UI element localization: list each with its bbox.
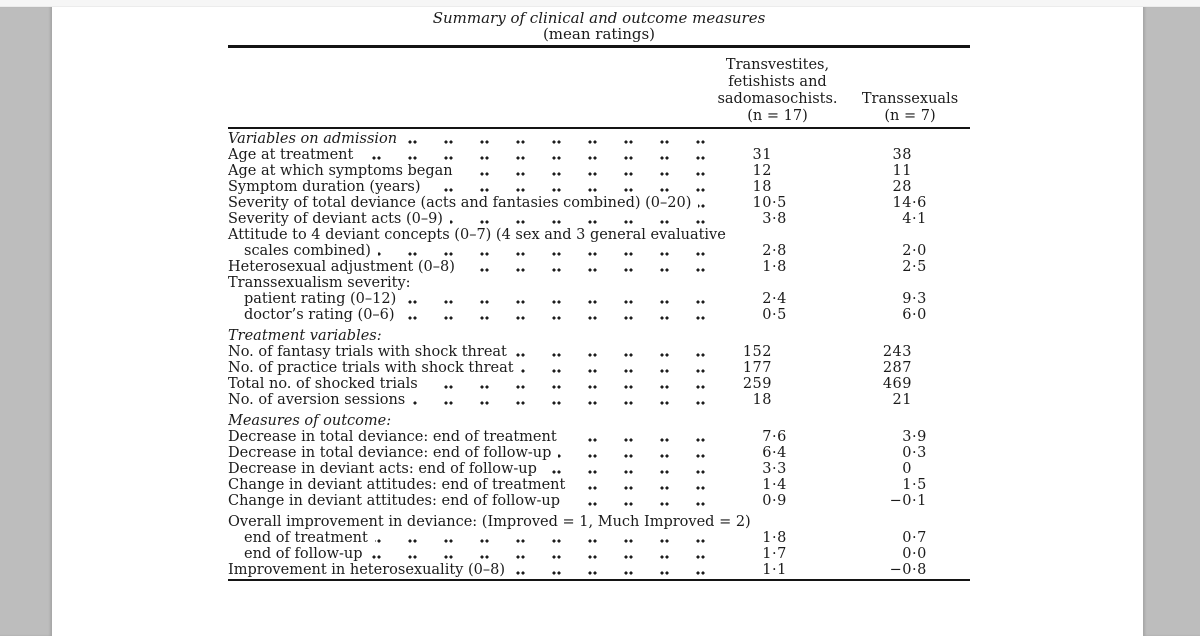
row-label: end of treatment <box>228 530 375 546</box>
column-header-line: (n = 7) <box>884 108 936 124</box>
value-integer: 12 <box>752 163 772 179</box>
row-label: Symptom duration (years) <box>228 179 428 195</box>
value-integer: 1 <box>762 477 772 493</box>
row-label-cell <box>228 514 970 530</box>
value-fraction: ·1 <box>772 562 787 578</box>
value-cell <box>705 413 850 429</box>
table-row <box>228 275 970 291</box>
table-row <box>228 179 970 195</box>
value-fraction: ·8 <box>772 530 787 546</box>
table-row <box>228 243 970 259</box>
table-row <box>228 493 970 509</box>
row-label-cell <box>228 147 705 163</box>
table-row <box>228 429 970 445</box>
value-cell <box>705 291 850 307</box>
table-row <box>228 259 970 275</box>
value-fraction: ·9 <box>772 493 787 509</box>
row-label-cell <box>228 328 705 344</box>
column-header-line: sadomasochists. <box>717 91 838 107</box>
table-row <box>228 131 970 147</box>
value-integer: 259 <box>742 376 772 392</box>
value-cell <box>705 211 850 227</box>
value-cell <box>705 477 850 493</box>
value-integer: 38 <box>892 147 912 163</box>
row-label-cell <box>228 562 705 578</box>
value-cell <box>705 376 850 392</box>
value-fraction: ·3 <box>912 445 927 461</box>
row-label-cell <box>228 211 705 227</box>
table-header <box>228 48 970 127</box>
row-label: Age at treatment <box>228 147 360 163</box>
row-label-cell <box>228 243 705 259</box>
value-cell <box>850 562 970 578</box>
value-cell <box>705 461 850 477</box>
table-row <box>228 291 970 307</box>
row-label-cell <box>228 163 705 179</box>
summary-table <box>228 45 970 581</box>
value-fraction: ·0 <box>912 546 927 562</box>
row-label: Decrease in total deviance: end of follow-up <box>228 445 558 461</box>
value-integer: 6 <box>762 445 772 461</box>
value-cell <box>850 243 970 259</box>
row-label-cell <box>228 376 705 392</box>
value-cell <box>850 163 970 179</box>
table-row <box>228 530 970 546</box>
value-cell <box>705 243 850 259</box>
value-fraction: ·8 <box>912 562 927 578</box>
value-cell <box>705 562 850 578</box>
value-integer: 0 <box>902 530 912 546</box>
value-integer: 3 <box>762 211 772 227</box>
row-label: Decrease in deviant acts: end of follow-up <box>228 461 544 477</box>
clipped-table-number-text <box>554 4 645 5</box>
row-label-cell <box>228 392 705 408</box>
value-cell <box>850 179 970 195</box>
table-row <box>228 445 970 461</box>
value-integer: 9 <box>902 291 912 307</box>
table-row <box>228 413 970 429</box>
row-label-cell <box>228 195 705 211</box>
value-fraction: ·4 <box>772 445 787 461</box>
value-cell <box>705 163 850 179</box>
value-cell <box>705 195 850 211</box>
value-fraction: ·0 <box>912 243 927 259</box>
value-integer: 2 <box>902 243 912 259</box>
table-row <box>228 376 970 392</box>
value-fraction: ·6 <box>912 195 927 211</box>
value-fraction: ·8 <box>772 243 787 259</box>
value-fraction: ·7 <box>772 546 787 562</box>
value-cell <box>705 429 850 445</box>
value-integer: −0 <box>889 493 912 509</box>
value-integer: 1 <box>762 562 772 578</box>
value-fraction: ·7 <box>912 530 927 546</box>
row-label: Decrease in total deviance: end of treatment <box>228 429 564 445</box>
value-fraction: ·4 <box>772 477 787 493</box>
table-row <box>228 392 970 408</box>
value-integer: 0 <box>762 493 772 509</box>
row-label: Variables on admission <box>228 131 404 147</box>
table-row <box>228 546 970 562</box>
value-cell <box>850 360 970 376</box>
row-label-cell <box>228 429 705 445</box>
value-cell <box>850 259 970 275</box>
row-label: Attitude to 4 deviant concepts (0–7) (4 sex and 3 general evaluative <box>228 227 733 243</box>
value-integer: 2 <box>762 243 772 259</box>
bottom-rule <box>228 579 970 581</box>
row-label: scales combined) <box>228 243 378 259</box>
value-cell <box>850 413 970 429</box>
value-integer: 4 <box>902 211 912 227</box>
clipped-table-number <box>228 0 970 5</box>
row-label: Total no. of shocked trials <box>228 376 425 392</box>
value-cell <box>705 328 850 344</box>
table-row <box>228 163 970 179</box>
value-cell <box>705 546 850 562</box>
value-integer: −0 <box>889 562 912 578</box>
value-integer: 31 <box>752 147 772 163</box>
row-label: Severity of deviant acts (0–9) <box>228 211 450 227</box>
value-cell <box>705 344 850 360</box>
column-header-line: Transvestites, <box>725 57 830 73</box>
value-cell <box>705 392 850 408</box>
value-integer: 2 <box>762 291 772 307</box>
value-integer: 18 <box>752 179 772 195</box>
value-integer: 3 <box>762 461 772 477</box>
row-label-cell <box>228 227 970 243</box>
value-cell <box>850 131 970 147</box>
value-cell <box>850 493 970 509</box>
value-integer: 243 <box>882 344 912 360</box>
value-integer: 1 <box>762 259 772 275</box>
value-cell <box>705 275 850 291</box>
row-label-cell <box>228 131 705 147</box>
row-label-cell <box>228 360 705 376</box>
value-cell <box>850 328 970 344</box>
value-integer: 0 <box>902 546 912 562</box>
table-row <box>228 211 970 227</box>
value-cell <box>850 477 970 493</box>
row-label-cell <box>228 307 705 323</box>
row-label: Heterosexual adjustment (0–8) <box>228 259 462 275</box>
value-fraction: ·4 <box>772 291 787 307</box>
left-gutter <box>0 6 52 636</box>
value-integer: 18 <box>752 392 772 408</box>
row-label-cell <box>228 259 705 275</box>
value-fraction: ·3 <box>772 461 787 477</box>
row-label: Transsexualism severity: <box>228 275 418 291</box>
table-subtitle: (mean ratings) <box>542 25 656 43</box>
value-integer: 1 <box>762 530 772 546</box>
row-label: Improvement in heterosexuality (0–8) <box>228 562 512 578</box>
column-header-line: Transsexuals <box>861 91 959 107</box>
row-label: Change in deviant attitudes: end of follow-up <box>228 493 567 509</box>
value-fraction: ·1 <box>912 493 927 509</box>
value-integer: 3 <box>902 429 912 445</box>
value-cell <box>705 307 850 323</box>
row-label-cell <box>228 461 705 477</box>
row-label: Age at which symptoms began <box>228 163 460 179</box>
value-integer: 1 <box>762 546 772 562</box>
table-row <box>228 227 970 243</box>
row-label: Overall improvement in deviance: (Improved = 1, Much Improved = 2) <box>228 514 758 530</box>
row-label: No. of aversion sessions <box>228 392 412 408</box>
value-integer: 152 <box>742 344 772 360</box>
value-cell <box>850 291 970 307</box>
value-cell <box>705 259 850 275</box>
row-label: doctor’s rating (0–6) <box>228 307 402 323</box>
value-fraction: ·5 <box>772 195 787 211</box>
row-label-cell <box>228 445 705 461</box>
value-integer: 14 <box>892 195 912 211</box>
value-cell <box>705 360 850 376</box>
table-row <box>228 328 970 344</box>
value-cell <box>850 147 970 163</box>
value-cell <box>850 195 970 211</box>
row-label-cell <box>228 275 705 291</box>
value-fraction: ·0 <box>912 307 927 323</box>
right-gutter <box>1143 6 1200 636</box>
row-label-cell <box>228 291 705 307</box>
value-fraction: ·3 <box>912 291 927 307</box>
value-cell <box>850 445 970 461</box>
value-integer: 6 <box>902 307 912 323</box>
value-integer: 0 <box>762 307 772 323</box>
value-integer: 1 <box>902 477 912 493</box>
column-header-group2 <box>850 91 970 125</box>
row-label: Treatment variables: <box>228 328 389 344</box>
row-label: No. of fantasy trials with shock threat <box>228 344 514 360</box>
column-header-line: fetishists and <box>728 74 827 90</box>
value-fraction: ·8 <box>772 211 787 227</box>
value-integer: 10 <box>752 195 772 211</box>
document-page <box>52 6 1143 636</box>
column-header-line: (n = 17) <box>747 108 808 124</box>
table-row <box>228 360 970 376</box>
value-integer: 28 <box>892 179 912 195</box>
value-cell <box>705 147 850 163</box>
value-cell <box>705 445 850 461</box>
value-cell <box>850 376 970 392</box>
value-fraction: ·5 <box>912 477 927 493</box>
value-fraction: ·1 <box>912 211 927 227</box>
value-fraction: ·5 <box>912 259 927 275</box>
value-integer: 287 <box>882 360 912 376</box>
value-cell <box>850 307 970 323</box>
row-label-cell <box>228 413 705 429</box>
value-fraction: ·8 <box>772 259 787 275</box>
value-cell <box>705 530 850 546</box>
value-integer: 0 <box>902 461 912 477</box>
row-label: end of follow-up <box>228 546 370 562</box>
table-row <box>228 562 970 578</box>
table-title: Summary of clinical and outcome measures <box>432 9 766 27</box>
table-row <box>228 344 970 360</box>
value-integer: 177 <box>742 360 772 376</box>
table-row <box>228 307 970 323</box>
value-cell <box>705 493 850 509</box>
value-fraction: ·9 <box>912 429 927 445</box>
value-cell <box>850 530 970 546</box>
row-label-cell <box>228 344 705 360</box>
row-label-cell <box>228 530 705 546</box>
value-cell <box>850 461 970 477</box>
value-integer: 2 <box>902 259 912 275</box>
row-label-cell <box>228 493 705 509</box>
table-row <box>228 461 970 477</box>
value-integer: 21 <box>892 392 912 408</box>
table-row <box>228 195 970 211</box>
value-cell <box>850 429 970 445</box>
value-cell <box>850 546 970 562</box>
value-integer: 469 <box>882 376 912 392</box>
row-label: Severity of total deviance (acts and fantasies combined) (0–20) <box>228 195 698 211</box>
value-cell <box>850 275 970 291</box>
row-label-cell <box>228 179 705 195</box>
table-row <box>228 514 970 530</box>
table-body <box>228 129 970 579</box>
table-row <box>228 147 970 163</box>
value-integer: 11 <box>892 163 912 179</box>
value-integer: 7 <box>762 429 772 445</box>
table-row <box>228 477 970 493</box>
row-label: patient rating (0–12) <box>228 291 403 307</box>
row-label: No. of practice trials with shock threat <box>228 360 521 376</box>
value-fraction: ·6 <box>772 429 787 445</box>
row-label-cell <box>228 546 705 562</box>
row-label-cell <box>228 477 705 493</box>
row-label: Change in deviant attitudes: end of treatment <box>228 477 572 493</box>
row-label: Measures of outcome: <box>228 413 398 429</box>
value-integer: 0 <box>902 445 912 461</box>
column-header-group1 <box>705 57 850 125</box>
value-cell <box>705 179 850 195</box>
value-cell <box>705 131 850 147</box>
value-cell <box>850 344 970 360</box>
value-cell <box>850 392 970 408</box>
value-cell <box>850 211 970 227</box>
value-fraction: ·5 <box>772 307 787 323</box>
